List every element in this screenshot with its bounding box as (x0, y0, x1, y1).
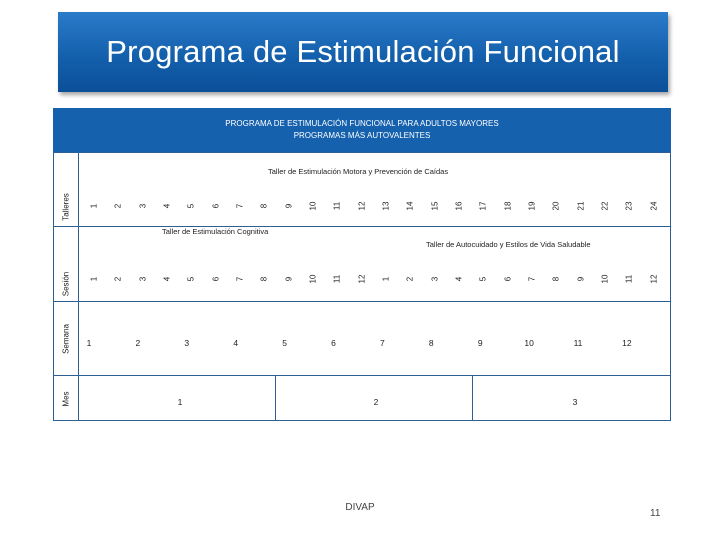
title-banner (58, 12, 668, 92)
motor-session-number: 19 (527, 201, 537, 211)
page-title: Programa de Estimulación Funcional (106, 34, 620, 69)
footer-divap: DIVAP (345, 502, 375, 513)
motor-session-number: 16 (454, 201, 464, 211)
month-divider (472, 375, 473, 420)
cognitive-session-number: 7 (235, 276, 245, 282)
cognitive-session-number: 5 (186, 276, 196, 282)
motor-session-number: 5 (186, 203, 196, 209)
workshop-selfcare-label: Taller de Autocuidado y Estilos de Vida Saludable (426, 240, 591, 249)
cognitive-session-number: 11 (332, 274, 342, 284)
selfcare-session-number: 2 (405, 276, 415, 282)
week-number: 6 (331, 338, 336, 348)
motor-session-number: 17 (478, 201, 488, 211)
week-number: 7 (380, 338, 385, 348)
selfcare-session-number: 1 (381, 276, 391, 282)
sesion-label: Sesión (61, 271, 71, 297)
motor-session-number: 15 (430, 201, 440, 211)
week-number: 12 (622, 338, 632, 348)
motor-session-number: 12 (357, 201, 367, 211)
motor-session-number: 2 (113, 203, 123, 209)
motor-session-number: 23 (624, 201, 634, 211)
week-number: 5 (282, 338, 287, 348)
cognitive-session-number: 8 (259, 276, 269, 282)
motor-session-number: 11 (332, 201, 342, 211)
selfcare-session-number: 4 (454, 276, 464, 282)
label-column-divider (78, 153, 79, 420)
cognitive-session-number: 12 (357, 274, 367, 284)
row-divider (54, 301, 670, 302)
motor-session-number: 9 (284, 203, 294, 209)
motor-session-number: 13 (381, 201, 391, 211)
mes-label: Mes (61, 391, 71, 407)
page-number: 11 (650, 508, 661, 519)
week-number: 9 (477, 338, 483, 348)
program-header-line2: PROGRAMAS MÁS AUTOVALENTES (293, 131, 431, 140)
selfcare-session-number: 9 (576, 276, 586, 282)
cognitive-session-number: 6 (211, 276, 221, 282)
week-number: 2 (135, 338, 141, 348)
semana-label: Semana (61, 324, 71, 354)
month-number: 1 (177, 397, 183, 407)
motor-session-number: 20 (551, 201, 561, 211)
selfcare-session-number: 7 (527, 276, 537, 282)
cognitive-session-number: 1 (89, 276, 99, 282)
row-divider (54, 226, 670, 227)
cognitive-session-number: 2 (113, 276, 123, 282)
cognitive-session-number: 3 (138, 276, 148, 282)
workshop-cognitive-label: Taller de Estimulación Cognitiva (162, 227, 269, 236)
selfcare-session-number: 5 (478, 276, 488, 282)
motor-session-number: 7 (235, 203, 245, 209)
motor-session-number: 22 (600, 201, 610, 211)
motor-session-number: 1 (89, 203, 99, 209)
selfcare-session-number: 6 (503, 276, 513, 282)
selfcare-session-number: 10 (600, 274, 610, 284)
selfcare-session-number: 3 (430, 276, 440, 282)
motor-session-number: 3 (138, 203, 148, 209)
week-number: 1 (86, 338, 92, 348)
week-number: 11 (573, 338, 583, 348)
motor-session-number: 10 (308, 201, 318, 211)
selfcare-session-number: 8 (551, 276, 561, 282)
row-divider (54, 375, 670, 376)
week-number: 3 (184, 338, 190, 348)
schedule-grid (53, 152, 671, 421)
week-number: 8 (428, 338, 434, 348)
week-number: 10 (524, 338, 534, 348)
program-header-line1: PROGRAMA DE ESTIMULACIÓN FUNCIONAL PARA ADULTOS MAYORES (225, 119, 499, 128)
motor-session-number: 24 (649, 201, 659, 211)
week-number: 4 (233, 338, 239, 348)
program-header (53, 108, 671, 152)
motor-session-number: 4 (162, 203, 172, 209)
motor-session-number: 6 (211, 203, 221, 209)
month-number: 3 (572, 397, 578, 407)
month-number: 2 (373, 397, 379, 407)
cognitive-session-number: 9 (284, 276, 294, 282)
motor-session-number: 14 (405, 201, 415, 211)
selfcare-session-number: 12 (649, 274, 659, 284)
workshop-motor-label: Taller de Estimulación Motora y Prevención de Caídas (268, 167, 449, 176)
cognitive-session-number: 4 (162, 276, 172, 282)
cognitive-session-number: 10 (308, 274, 318, 284)
motor-session-number: 8 (259, 203, 269, 209)
talleres-label: Talleres (61, 193, 71, 221)
month-divider (275, 375, 276, 420)
selfcare-session-number: 11 (624, 274, 634, 284)
motor-session-number: 18 (503, 201, 513, 211)
motor-session-number: 21 (576, 201, 586, 211)
